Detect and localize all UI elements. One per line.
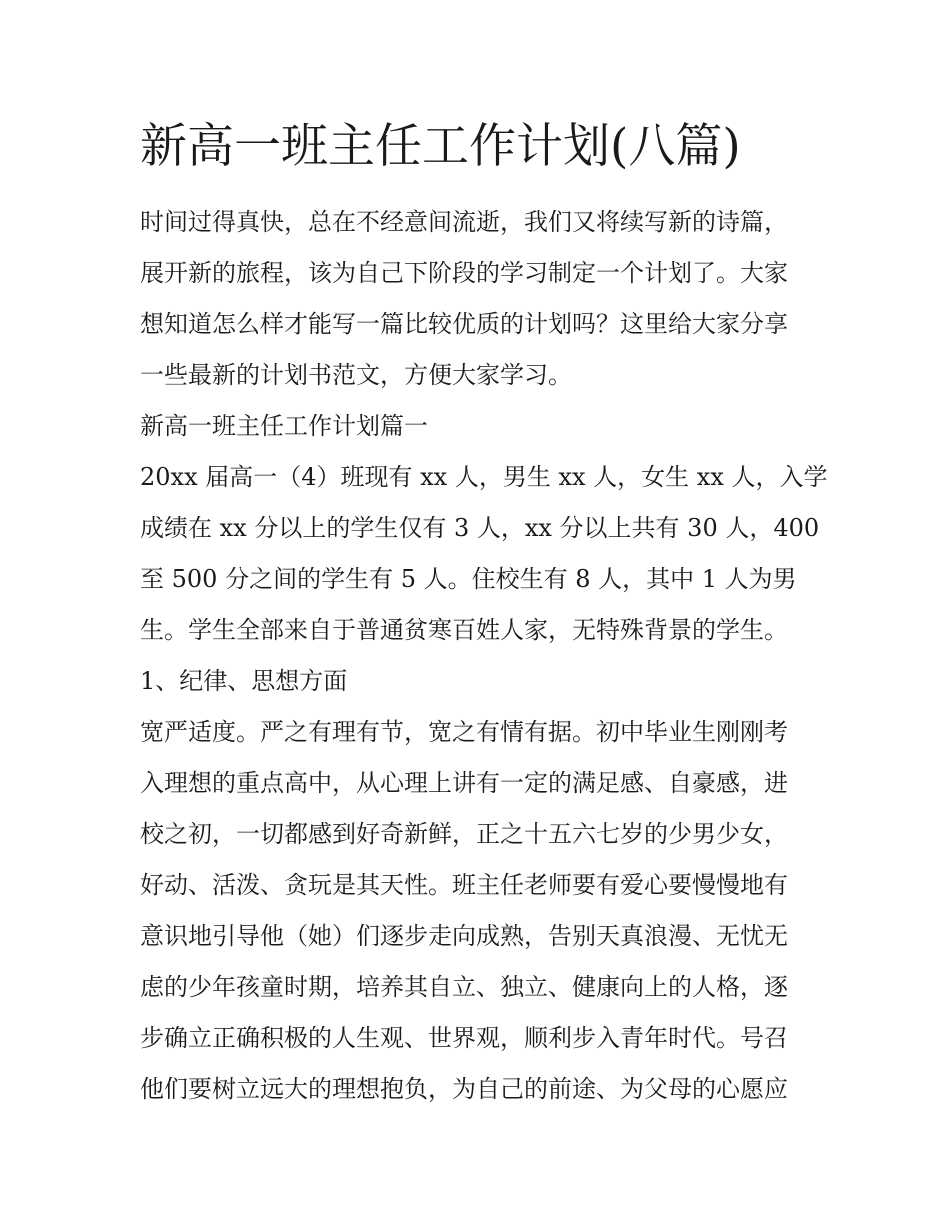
body-line: 好动、活泼、贪玩是其天性。班主任老师要有爱心要慢慢地有	[140, 871, 788, 899]
body-line: 至 500 分之间的学生有 5 人。住校生有 8 人，其中 1 人为男	[140, 565, 797, 593]
body-line: 校之初，一切都感到好奇新鲜，正之十五六七岁的少男少女，	[140, 820, 788, 848]
body-line: 成绩在 xx 分以上的学生仅有 3 人，xx 分以上共有 30 人，400	[140, 514, 820, 542]
intro-line: 展开新的旅程，该为自己下阶段的学习制定一个计划了。大家	[140, 259, 788, 287]
body-line: 意识地引导他（她）们逐步走向成熟，告别天真浪漫、无忧无	[140, 922, 788, 950]
body-line: 20xx 届高一（4）班现有 xx 人，男生 xx 人，女生 xx 人，入学	[140, 463, 828, 491]
body-line: 生。学生全部来自于普通贫寒百姓人家，无特殊背景的学生。	[140, 616, 788, 644]
section-heading: 新高一班主任工作计划篇一	[140, 412, 428, 440]
document-title: 新高一班主任工作计划(八篇)	[140, 119, 741, 174]
intro-line: 想知道怎么样才能写一篇比较优质的计划吗？这里给大家分享	[140, 310, 788, 338]
subsection-heading: 1、纪律、思想方面	[140, 667, 348, 695]
body-line: 虑的少年孩童时期，培养其自立、独立、健康向上的人格，逐	[140, 973, 788, 1001]
body-line: 步确立正确积极的人生观、世界观，顺利步入青年时代。号召	[140, 1024, 788, 1052]
body-line: 宽严适度。严之有理有节，宽之有情有据。初中毕业生刚刚考	[140, 718, 788, 746]
body-line: 入理想的重点高中，从心理上讲有一定的满足感、自豪感，进	[140, 769, 788, 797]
body-line: 他们要树立远大的理想抱负，为自己的前途、为父母的心愿应	[140, 1075, 788, 1103]
intro-line: 时间过得真快，总在不经意间流逝，我们又将续写新的诗篇，	[140, 208, 788, 236]
intro-line: 一些最新的计划书范文，方便大家学习。	[140, 361, 572, 389]
